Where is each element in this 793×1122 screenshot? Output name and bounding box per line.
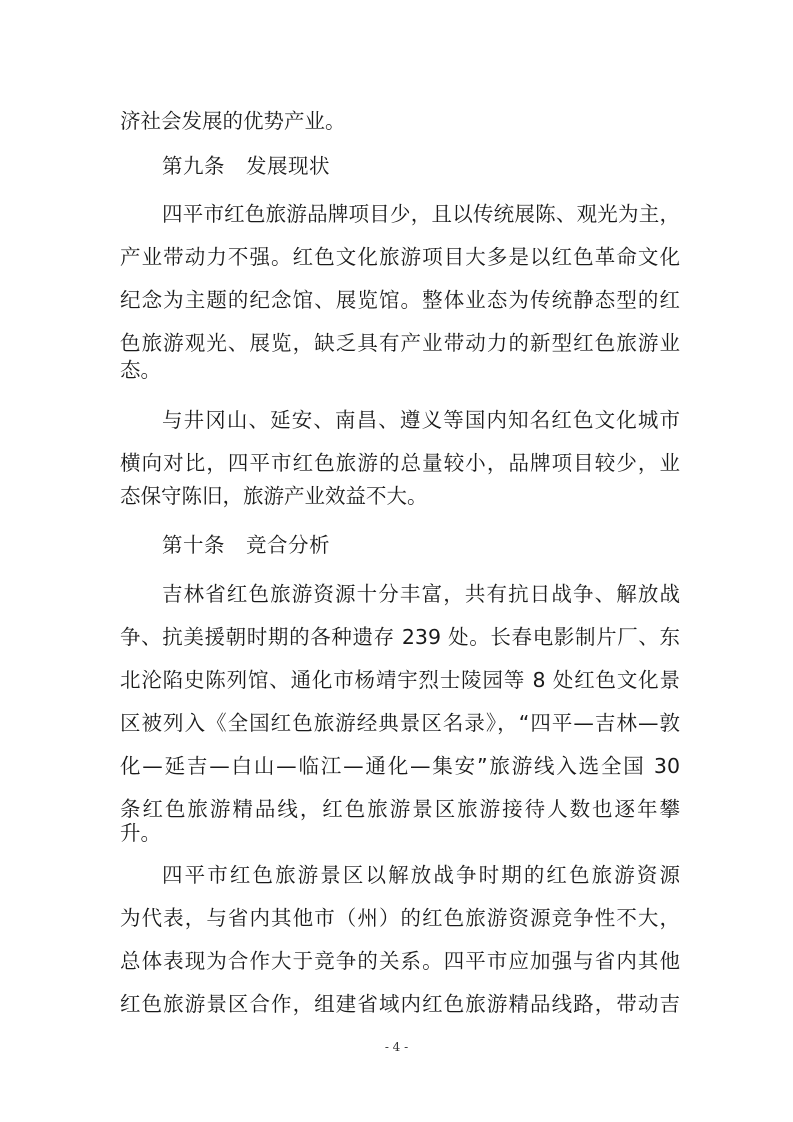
text-line: 区被列入《全国红色旅游经典景区名录》，“四平—吉林—敦 <box>120 711 680 735</box>
text-line: 条红色旅游精品线，红色旅游景区旅游接待人数也逐年攀 <box>120 797 680 821</box>
text-line: 态。 <box>120 358 161 382</box>
text-line: 争、抗美援朝时期的各种遗存 239 处。长春电影制片厂、东 <box>120 625 680 649</box>
text-line: 总体表现为合作大于竞争的关系。四平市应加强与省内其他 <box>120 949 680 973</box>
text-line: 色旅游观光、展览，缺乏具有产业带动力的新型红色旅游业 <box>120 331 680 355</box>
text-line: 济社会发展的优势产业。 <box>120 109 346 133</box>
text-line: 态保守陈旧，旅游产业效益不大。 <box>120 484 428 508</box>
text-line: 纪念为主题的纪念馆、展览馆。整体业态为传统静态型的红 <box>120 288 680 312</box>
page-number: - 4 - <box>384 1040 409 1054</box>
text-line: 红色旅游景区合作，组建省域内红色旅游精品线路，带动吉 <box>120 992 680 1016</box>
text-line: 与井冈山、延安、南昌、遵义等国内知名红色文化城市 <box>162 408 680 432</box>
text-line: 产业带动力不强。红色文化旅游项目大多是以红色革命文化 <box>120 245 680 269</box>
text-line: 为代表，与省内其他市（州）的红色旅游资源竞争性不大， <box>120 906 680 930</box>
text-line: 吉林省红色旅游资源十分丰富，共有抗日战争、解放战 <box>162 582 680 606</box>
text-line: 升。 <box>120 821 161 845</box>
section-heading-article-10: 第十条 竞合分析 <box>162 533 330 557</box>
text-line: 化—延吉—白山—临江—通化—集安”旅游线入选全国 30 <box>120 754 680 778</box>
text-line: 横向对比，四平市红色旅游的总量较小，品牌项目较少，业 <box>120 451 680 475</box>
text-line: 四平市红色旅游景区以解放战争时期的红色旅游资源 <box>162 863 680 887</box>
text-line: 四平市红色旅游品牌项目少，且以传统展陈、观光为主， <box>162 202 680 226</box>
text-line: 北沦陷史陈列馆、通化市杨靖宇烈士陵园等 8 处红色文化景 <box>120 668 680 692</box>
section-heading-article-9: 第九条 发展现状 <box>162 154 330 178</box>
